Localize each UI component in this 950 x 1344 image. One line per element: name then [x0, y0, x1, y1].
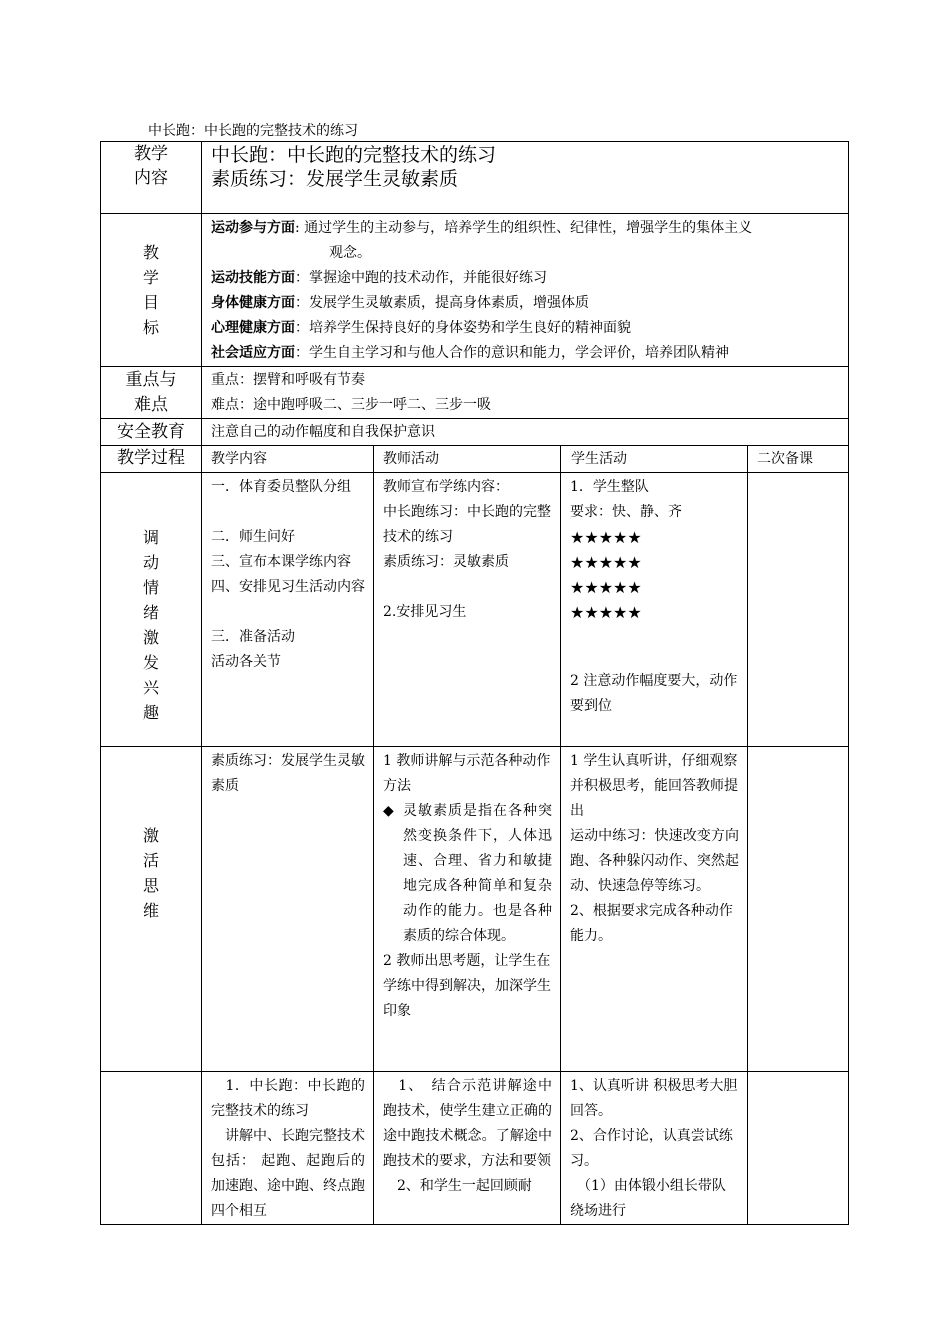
- lesson-plan-table: [100, 141, 849, 1225]
- goal-mental-health: 心理健康方面：培养学生保持良好的身体姿势和学生良好的精神面貌: [211, 320, 631, 336]
- section-thinking-row: [101, 747, 849, 1072]
- section-warmup-content: 一．体育委员整队分组 二．师生问好 三、宣布本课学练内容 四、安排见习生活动内容 三．准备活动 活动各关节: [202, 473, 374, 747]
- formation-stars-row: ★★★★★: [570, 578, 642, 597]
- section-warmup-student: 1．学生整队 要求：快、静、齐 ★★★★★ ★★★★★ ★★★★★ ★★★★★ 2 注意动作幅度要大，动作要到位: [561, 473, 748, 747]
- document-title: 中长跑：中长跑的完整技术的练习: [148, 123, 358, 139]
- diamond-bullet-icon: ◆: [383, 803, 394, 819]
- formation-stars-row: ★★★★★: [570, 553, 642, 572]
- goal-physical-health: 身体健康方面：发展学生灵敏素质，提高身体素质，增强体质: [211, 295, 589, 311]
- goal-social-adaptation: 社会适应方面：学生自主学习和与他人合作的意识和能力，学会评价，培养团队精神: [211, 345, 729, 361]
- section-warmup-teacher: 教师宣布学练内容： 中长跑练习：中长跑的完整技术的练习 素质练习：灵敏素质 2.安排见习生: [374, 473, 561, 747]
- section-thinking-student: 1 学生认真听讲，仔细观察并积极思考，能回答教师提出 运动中练习：快速改变方向跑、各种躲闪动作、突然起动、快速急停等练习。 2、根据要求完成各种动作能力。: [561, 747, 748, 1072]
- focus-row: [101, 367, 849, 419]
- header-content: 教学内容: [202, 446, 374, 473]
- section-thinking-content: 素质练习：发展学生灵敏素质: [202, 747, 374, 1072]
- section-warmup-second: [748, 473, 849, 747]
- goal-participation: 运动参与方面: 通过学生的主动参与，培养学生的组织性、纪律性，增强学生的集体主义: [211, 220, 753, 236]
- formation-stars-row: ★★★★★: [570, 528, 642, 547]
- section-practice-row: [101, 1072, 849, 1225]
- goal-skill: 运动技能方面：掌握途中跑的技术动作，并能很好练习: [211, 270, 547, 286]
- safety-text: 注意自己的动作幅度和自我保护意识: [202, 419, 849, 446]
- section-warmup-row: [101, 473, 849, 747]
- header-second: 二次备课: [748, 446, 849, 473]
- section-thinking-second: [748, 747, 849, 1072]
- process-header-row: [101, 446, 849, 473]
- section-practice-second: [748, 1072, 849, 1225]
- teaching-goals-label: 教 学 目 标: [101, 214, 202, 367]
- safety-label: 安全教育: [101, 419, 202, 446]
- header-student: 学生活动: [561, 446, 748, 473]
- section-practice-content: 1．中长跑：中长跑的完整技术的练习 讲解中、长跑完整技术包括： 起跑、起跑后的加速跑、途中跑、终点跑四个相互: [202, 1072, 374, 1225]
- teaching-content-row: [101, 142, 849, 214]
- section-thinking-teacher: 1 教师讲解与示范各种动作方法 ◆ 灵敏素质是指在各种突然变换条件下，人体迅速、合理、省力和敏捷地完成各种简单和复杂动作的能力。也是各种素质的综合体现。 2 教师出思考题，让学生在学练中得到解决，加深学生印象: [374, 747, 561, 1072]
- section-practice-student: 1、认真听讲 积极思考大胆回答。 2、合作讨论，认真尝试练习。 （1）由体锻小组长带队绕场进行: [561, 1072, 748, 1225]
- header-teacher: 教师活动: [374, 446, 561, 473]
- focus-difficulty: 难点：途中跑呼吸二、三步一呼二、三步一吸: [211, 397, 491, 413]
- content-line-2: 素质练习：发展学生灵敏素质: [211, 168, 459, 190]
- section-thinking-label: 激 活 思 维: [101, 747, 202, 1072]
- section-practice-label: [101, 1072, 202, 1225]
- section-practice-teacher: 1、 结合示范讲解途中跑技术，使学生建立正确的途中跑技术概念。了解途中跑技术的要求，方法和要领 2、和学生一起回顾耐: [374, 1072, 561, 1225]
- teaching-content-cell: [202, 142, 849, 214]
- focus-cell: [202, 367, 849, 419]
- content-line-1: 中长跑：中长跑的完整技术的练习: [211, 144, 497, 166]
- focus-key: 重点：摆臂和呼吸有节奏: [211, 372, 365, 388]
- header-process: 教学过程: [101, 446, 202, 473]
- safety-row: [101, 419, 849, 446]
- teaching-content-label: 教学 内容: [101, 142, 202, 214]
- focus-label: 重点与 难点: [101, 367, 202, 419]
- section-warmup-label: 调 动 情 绪 激 发 兴 趣: [101, 473, 202, 747]
- formation-stars-row: ★★★★★: [570, 603, 642, 622]
- teaching-goals-row: [101, 214, 849, 367]
- teaching-goals-cell: 运动参与方面: 通过学生的主动参与，培养学生的组织性、纪律性，增强学生的集体主义 观念。 运动技能方面：掌握途中跑的技术动作，并能很好练习 身体健康方面：发展学生灵敏素质，提高身体素质，增强体质 心理健康方面：培养学生保持良好的身体姿势和学生良好的精神面貌 社会适应方面：学生自主学习和与他人合作的意识和能力，学会评价，培养团队精神: [202, 214, 849, 367]
- teacher-bullet: ◆ 灵敏素质是指在各种突然变换条件下，人体迅速、合理、省力和敏捷地完成各种简单和复杂动作的能力。也是各种素质的综合体现。: [383, 799, 552, 949]
